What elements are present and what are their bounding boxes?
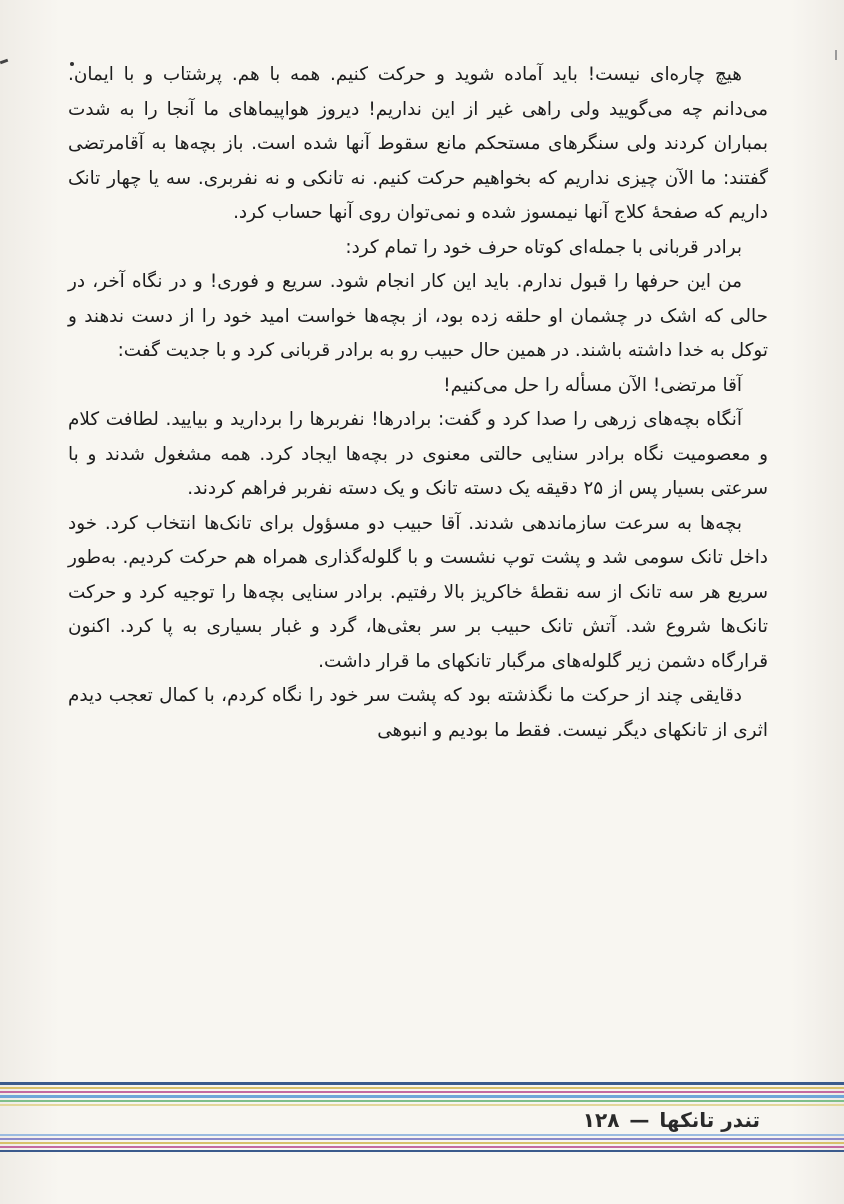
paragraph-2: برادر قربانی با جمله‌ای کوتاه حرف خود را تمام کرد: [345, 236, 742, 258]
paragraph-4: آقا مرتضی! الآن مسأله را حل می‌کنیم! [443, 374, 742, 396]
stripe [0, 1091, 844, 1093]
page-footer [583, 1108, 760, 1132]
page-number: ۱۲۸ [582, 1108, 620, 1132]
stripe [0, 1146, 844, 1148]
stripe [0, 1150, 844, 1152]
stripe [0, 1134, 844, 1136]
stripe [0, 1100, 844, 1102]
running-title: تندر تانکها [659, 1108, 760, 1132]
scan-edge-mark [0, 59, 8, 65]
footer-separator: — [629, 1108, 650, 1132]
paragraph-6: بچه‌ها به سرعت سازماندهی شدند. آقا حبیب دو مسؤول برای تانک‌ها انتخاب کرد. خود داخل تانک سومی شد و پشت توپ نشست و با گلوله‌گذاری همراه هم حرکت کردیم. به‌طور سریع هر سه تانک از سه نقطهٔ خاکریز بالا رفتیم. برادر سنایی بچه‌ها را توجیه کرد و حرکت تانک‌ها شروع شد. آتش تانک حبیب بر سر بعثی‌ها، گرد و غبار بسیاری به پا کرد. اکنون قرارگاه دشمن زیر گلوله‌های مرگبار تانکهای ما قرار داشت. [68, 512, 768, 672]
paragraph-5: آنگاه بچه‌های زرهی را صدا کرد و گفت: برادرها! نفربرها را بردارید و بیایید. لطافت کلام و معصومیت نگاه برادر سنایی حالتی معنوی در بچه‌ها ایجاد کرد. همه مشغول شدند و با سرعتی بسیار پس از ۲۵ دقیقه یک دسته تانک و یک دسته نفربر فراهم کردند. [68, 409, 768, 499]
stripe [0, 1082, 844, 1085]
paragraph-7: دقایقی چند از حرکت ما نگذشته بود که پشت سر خود را نگاه کردم، با کمال تعجب دیدم اثری از تانکهای دیگر نیست. فقط ما بودیم و انبوهی [68, 685, 768, 741]
scan-margin-mark [835, 50, 837, 60]
paragraph-3: من این حرفها را قبول ندارم. باید این کار انجام شود. سریع و فوری! و در نگاه آخر، در حالی که اشک در چشمان او حلقه زده بود، از بچه‌ها خواست امید خود را از دست ندهند و توکل به خدا داشته باشند. در همین حال حبیب رو به برادر قربانی کرد و با جدیت گفت: [68, 271, 768, 361]
paragraph-1: هیچ چاره‌ای نیست! باید آماده شوید و حرکت کنیم. همه با هم. پرشتاب و با ایمان. می‌دانم چه می‌گویید ولی راهی غیر از این نداریم! دیروز هواپیماهای ما آنجا را به شدت بمباران کردند ولی سنگرهای مستحکم مانع سقوط آنها شده است. باز بچه‌ها به آقامرتضی گفتند: ما الآن چیزی نداریم که بخواهیم حرکت کنیم. نه تانکی و نه نفربری. سه یا چهار تانک داریم که صفحهٔ کلاج آنها نیمسوز شده و نمی‌توان روی آنها حساب کرد. [68, 64, 768, 223]
stripe [0, 1087, 844, 1089]
body-text [68, 58, 768, 748]
stripe [0, 1095, 844, 1098]
stripe [0, 1142, 844, 1144]
stripe [0, 1138, 844, 1140]
stripe [0, 1104, 844, 1106]
